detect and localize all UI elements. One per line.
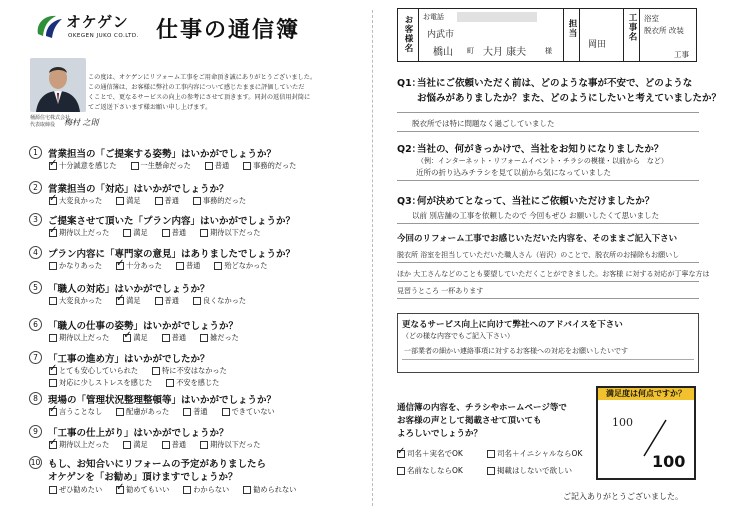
option-label: 大変良かった	[59, 296, 103, 305]
question-text: プラン内容に「専門家の意見」はありましたでしょうか？	[48, 249, 296, 260]
answer-option[interactable]	[116, 196, 140, 206]
answer-option[interactable]	[205, 161, 229, 171]
answer-option[interactable]	[49, 161, 117, 171]
question-number: 5	[29, 281, 42, 294]
rep-label-cell	[563, 9, 579, 61]
q3-answer: 以前 別店舗の工事を依頼したので 今回もぜひ お願いしたくて思いました	[412, 211, 660, 220]
town-suffix: 町	[467, 47, 474, 55]
option-label: 普通	[193, 407, 208, 416]
signature-name: 梅村 之則	[64, 118, 99, 127]
question-number: 9	[29, 425, 42, 438]
q2-label: Q2：	[397, 144, 422, 155]
okegen-logo-icon	[34, 12, 64, 40]
option-label: 期待以上だった	[59, 333, 110, 342]
checkbox-icon[interactable]	[243, 486, 251, 494]
option-row	[49, 196, 246, 206]
answer-option[interactable]	[162, 228, 186, 238]
option-label: 期待以下だった	[210, 228, 261, 237]
option-label: 雑だった	[210, 333, 239, 342]
option-label: 満足	[133, 228, 148, 237]
option-row	[49, 228, 260, 238]
intro-line: てご返送下さいます様お願い申し上げます。	[88, 104, 212, 111]
checkbox-icon[interactable]	[152, 367, 160, 375]
option-row	[49, 161, 296, 171]
answer-option[interactable]	[200, 440, 260, 450]
option-label: 対応に少しストレスを感じた	[59, 378, 153, 387]
q2-note: （例：インターネット・リフォームイベント・チラシの模様・以前から など）	[417, 157, 668, 165]
option-label: 十分誠意を感じた	[59, 161, 117, 170]
question-number: 6	[29, 318, 42, 331]
question-text: 現場の「管理状況整理整頓等」はいかがでしょうか？	[48, 395, 277, 406]
advice-box	[397, 313, 699, 373]
work-line1: 浴室	[644, 14, 659, 23]
checkbox-icon[interactable]	[116, 197, 124, 205]
option-row	[49, 440, 260, 450]
checkbox-icon[interactable]	[193, 297, 201, 305]
answer-option[interactable]	[131, 161, 191, 171]
option-label: 十分あった	[126, 261, 162, 270]
option-label: 掲載はしないで欲しい	[497, 466, 572, 475]
answer-option[interactable]	[123, 440, 147, 450]
answer-option[interactable]	[49, 440, 109, 450]
option-label: できていない	[231, 407, 275, 416]
question-text: 営業担当の「対応」はいかがでしょうか？	[48, 184, 229, 195]
answer-option[interactable]	[162, 440, 186, 450]
rep-label: 担当	[567, 19, 577, 38]
question-text: 「職人の仕事の姿勢」はいかがでしょうか？	[48, 321, 239, 332]
option-label: 普通	[171, 228, 187, 237]
option-label: 名前なしならOK	[407, 466, 463, 475]
checkbox-icon[interactable]	[183, 486, 191, 494]
answer-option[interactable]	[49, 261, 102, 271]
option-label: 司名＋イニシャルならOK	[497, 449, 583, 458]
question-text: 「工事の仕上がり」はいかがでしょうか？	[48, 428, 229, 439]
question-number: 8	[29, 392, 42, 405]
permission-line: 通信簿の内容を、チラシやホームページ等で	[397, 403, 567, 413]
answer-option[interactable]	[183, 485, 229, 495]
option-label: 殆どなかった	[224, 261, 268, 270]
answer-line	[397, 223, 699, 224]
customer-town: 橋山	[433, 47, 453, 58]
question-number: 3	[29, 213, 42, 226]
option-row	[49, 261, 267, 271]
answer-option[interactable]	[116, 485, 169, 495]
intro-line: この度は、オケゲンにリフォーム工事をご用命頂き誠にありがとうございました。	[88, 74, 317, 81]
option-label: 大変良かった	[59, 196, 103, 205]
question-number: 4	[29, 246, 42, 259]
advice-title: 更なるサービス向上に向けて弊社へのアドバイスを下さい	[402, 320, 623, 330]
option-label: かなりあった	[59, 261, 103, 270]
checkbox-icon[interactable]	[193, 197, 201, 205]
answer-option[interactable]	[200, 228, 260, 238]
option-label: 満足	[133, 333, 148, 342]
option-label: わからない	[193, 485, 230, 494]
option-row	[49, 333, 239, 343]
intro-text	[88, 73, 346, 113]
answer-option[interactable]	[214, 261, 267, 271]
question-number: 7	[29, 351, 42, 364]
option-label: 勧めてもいい	[126, 485, 170, 494]
answer-option[interactable]	[222, 407, 275, 417]
checkbox-icon[interactable]	[155, 297, 163, 305]
option-label: 期待以上だった	[59, 440, 110, 449]
answer-option[interactable]	[116, 296, 140, 306]
checkbox-icon[interactable]	[176, 262, 184, 270]
work-suffix: 工事	[674, 50, 689, 59]
answer-option[interactable]	[49, 296, 102, 306]
checkbox-icon[interactable]	[487, 467, 495, 475]
answer-line	[397, 262, 699, 263]
checkbox-icon[interactable]	[49, 334, 57, 342]
checkbox-icon[interactable]	[166, 379, 174, 387]
work-line2: 脱衣所 改装	[644, 26, 684, 35]
checked-checkbox-icon[interactable]	[49, 162, 57, 170]
option-label: 良くなかった	[202, 296, 247, 305]
permission-option[interactable]	[397, 448, 463, 459]
checked-checkbox-icon[interactable]	[49, 197, 57, 205]
permission-option[interactable]	[487, 465, 572, 476]
column-divider	[372, 10, 373, 506]
option-label: 普通	[214, 161, 230, 170]
answer-option[interactable]	[49, 196, 102, 206]
answer-option[interactable]	[49, 366, 138, 376]
checked-checkbox-icon[interactable]	[397, 450, 405, 458]
permission-line: お客様の声として掲載させて頂いても	[397, 416, 542, 426]
checkbox-icon[interactable]	[214, 262, 222, 270]
answer-option[interactable]	[193, 196, 246, 206]
brand-subtitle: OKEGEN JUKO CO.LTD.	[68, 33, 139, 39]
option-label: 満足	[126, 196, 141, 205]
honorific: 様	[545, 47, 552, 55]
permission-question	[397, 402, 567, 441]
reform-answer-line2: ほか 大工さんなどのことも要望していただくことができました。お客様 に対する対応が丁寧な方は	[397, 270, 710, 278]
score-handwritten: 100	[612, 416, 633, 429]
checkbox-icon[interactable]	[162, 441, 170, 449]
intro-line: この通信簿は、お客様に弊社の工事内容について感じたままに評価していただ	[88, 84, 305, 91]
checked-checkbox-icon[interactable]	[116, 262, 124, 270]
question-number: 10	[30, 458, 41, 467]
option-label: 言うことなし	[59, 407, 103, 416]
answer-option[interactable]	[49, 333, 109, 343]
answer-option[interactable]	[155, 196, 179, 206]
option-label: 一生懸命だった	[140, 161, 191, 170]
answer-line	[397, 281, 699, 282]
q1-answer: 脱衣所では特に問題なく過ごしていました	[412, 119, 555, 128]
permission-line: よろしいでしょうか？	[397, 429, 483, 439]
option-label: 期待以下だった	[210, 440, 261, 449]
q1-line2: お悩みがありましたか？また、どのようにしたいと考えていましたか？	[417, 93, 722, 104]
checkbox-icon[interactable]	[49, 262, 57, 270]
rep-name: 岡田	[588, 40, 607, 50]
question-number: 1	[29, 146, 42, 159]
answer-line	[397, 112, 699, 113]
advice-answer: 一部業者の細かい連絡事項に対するお客様への対応をお願いしたいです	[404, 347, 628, 355]
score-heading: 満足度は何点ですか？	[598, 388, 694, 400]
brand-name: オケゲン	[66, 13, 129, 31]
answer-option[interactable]	[200, 333, 239, 343]
checked-checkbox-icon[interactable]	[123, 334, 131, 342]
reform-answer-line1: 脱衣所 浴室を担当していただいた職人さん（岩沢）のことで、脱衣所のお掃除もお願いし	[397, 251, 680, 259]
option-label: 普通	[185, 261, 201, 270]
question-text: オケゲンを「お勧め」頂けますでしょうか？	[48, 472, 238, 483]
customer-city: 内武市	[427, 30, 455, 40]
checked-checkbox-icon[interactable]	[116, 297, 124, 305]
answer-option[interactable]	[162, 333, 186, 343]
option-row	[49, 407, 275, 417]
checkbox-icon[interactable]	[487, 450, 495, 458]
checked-checkbox-icon[interactable]	[49, 441, 57, 449]
work-cell	[639, 9, 698, 61]
answer-option[interactable]	[116, 407, 169, 417]
thanks-text: ご記入ありがとうございました。	[563, 492, 683, 501]
answer-option[interactable]	[152, 366, 227, 376]
answer-line	[402, 359, 694, 360]
question-text: ご提案させて頂いた「プラン内容」はいかがでしょうか？	[48, 216, 296, 227]
option-label: 普通	[171, 333, 187, 342]
answer-option[interactable]	[155, 296, 179, 306]
checkbox-icon[interactable]	[49, 379, 57, 387]
q2-answer: 近所の折り込みチラシを見て以前から気になっていました	[416, 168, 611, 177]
answer-line	[397, 298, 699, 299]
answer-option[interactable]	[176, 261, 200, 271]
checkbox-icon[interactable]	[200, 229, 208, 237]
q2-line1: 当社の、何がきっかけで、当社をお知りになりましたか？	[417, 144, 664, 155]
checkbox-icon[interactable]	[155, 197, 163, 205]
answer-option[interactable]	[243, 161, 296, 171]
answer-option[interactable]	[243, 485, 296, 495]
checkbox-icon[interactable]	[131, 162, 139, 170]
option-row	[49, 296, 246, 306]
q1-line1: 当社にご依頼いただく前は、どのような事が不安で、どのような	[417, 78, 693, 89]
option-label: 期待以上だった	[59, 228, 110, 237]
checkbox-icon[interactable]	[162, 229, 170, 237]
answer-option[interactable]	[193, 296, 246, 306]
option-label: とても安心していられた	[59, 366, 139, 375]
checkbox-icon[interactable]	[243, 162, 251, 170]
checkbox-icon[interactable]	[200, 334, 208, 342]
question-text: 「工事の進め方」はいかがでしたか？	[48, 354, 210, 365]
question-text: 営業担当の「ご提案する姿勢」はいかがでしょうか？	[48, 149, 277, 160]
permission-option[interactable]	[397, 465, 463, 476]
option-row	[49, 485, 296, 495]
answer-line	[397, 131, 699, 132]
answer-option[interactable]	[166, 378, 219, 388]
intro-line: くことで、更なるサービスの向上の参考にさせて頂きます。同封の返信用封筒に	[88, 94, 311, 101]
checkbox-icon[interactable]	[123, 229, 131, 237]
option-label: 勧められない	[253, 485, 297, 494]
reform-answer-line3: 見習うところ 一杯あります	[397, 287, 484, 295]
checkbox-icon[interactable]	[162, 334, 170, 342]
checkbox-icon[interactable]	[205, 162, 213, 170]
signature-company: 桶源住宅株式会社	[30, 115, 71, 121]
option-label: 司名＋実名でOK	[407, 449, 463, 458]
president-photo	[30, 58, 86, 112]
q3-label: Q3：	[397, 196, 422, 207]
answer-option[interactable]	[183, 407, 207, 417]
checkbox-icon[interactable]	[222, 408, 230, 416]
option-label: 配慮があった	[126, 407, 170, 416]
checkbox-icon[interactable]	[183, 408, 191, 416]
option-label: 普通	[164, 196, 179, 205]
answer-option[interactable]	[49, 485, 102, 495]
checkbox-icon[interactable]	[397, 467, 405, 475]
question-text: もし、お知合いにリフォームの予定がありましたら	[48, 459, 267, 470]
option-row	[49, 366, 227, 376]
q3-line1: 何が決めてとなって、当社にご依頼いただけましたか？	[417, 196, 655, 207]
advice-note: （どの様な内容でもご記入下さい）	[402, 332, 514, 340]
option-label: 普通	[164, 296, 179, 305]
checkbox-icon[interactable]	[200, 441, 208, 449]
work-label: 工事名	[627, 13, 637, 42]
option-label: 満足	[126, 296, 141, 305]
question-number: 2	[29, 181, 42, 194]
work-label-cell	[623, 9, 639, 61]
option-label: 事務的だった	[202, 196, 247, 205]
phone-redacted	[457, 12, 537, 22]
q1-label: Q1：	[397, 78, 422, 89]
answer-line	[397, 180, 699, 181]
permission-option[interactable]	[487, 448, 582, 459]
option-label: 満足	[133, 440, 148, 449]
checkbox-icon[interactable]	[116, 408, 124, 416]
checkbox-icon[interactable]	[49, 297, 57, 305]
option-row	[49, 378, 219, 388]
checked-checkbox-icon[interactable]	[116, 486, 124, 494]
answer-option[interactable]	[49, 407, 102, 417]
option-label: 事務的だった	[253, 161, 297, 170]
option-label: ぜひ勧めたい	[59, 485, 103, 494]
option-label: 普通	[171, 440, 187, 449]
checkbox-icon[interactable]	[123, 441, 131, 449]
checked-checkbox-icon[interactable]	[49, 229, 57, 237]
answer-option[interactable]	[49, 378, 152, 388]
answer-option[interactable]	[123, 228, 147, 238]
checked-checkbox-icon[interactable]	[49, 367, 57, 375]
question-text: 「職人の対応」はいかがでしょうか？	[48, 284, 210, 295]
answer-option[interactable]	[123, 333, 147, 343]
document-title: 仕事の通信簿	[156, 18, 301, 43]
score-value: 100	[652, 452, 686, 471]
answer-option[interactable]	[49, 228, 109, 238]
customer-cell	[418, 9, 563, 61]
checked-checkbox-icon[interactable]	[49, 408, 57, 416]
person-icon	[30, 58, 86, 112]
option-label: 特に不安はなかった	[162, 366, 227, 375]
customer-name: 大月 康夫	[483, 47, 527, 58]
customer-label: お客様名	[403, 15, 413, 53]
checkbox-icon[interactable]	[49, 486, 57, 494]
signature-role: 代表取締役	[30, 122, 56, 128]
answer-option[interactable]	[116, 261, 162, 271]
customer-header	[397, 8, 697, 62]
rep-cell	[579, 9, 623, 61]
option-label: 不安を感じた	[176, 378, 220, 387]
reform-impression-prompt: 今回のリフォーム工事でお感じいただいた内容を、そのままご記入下さい	[397, 234, 678, 244]
phone-label: お電話	[423, 13, 444, 21]
